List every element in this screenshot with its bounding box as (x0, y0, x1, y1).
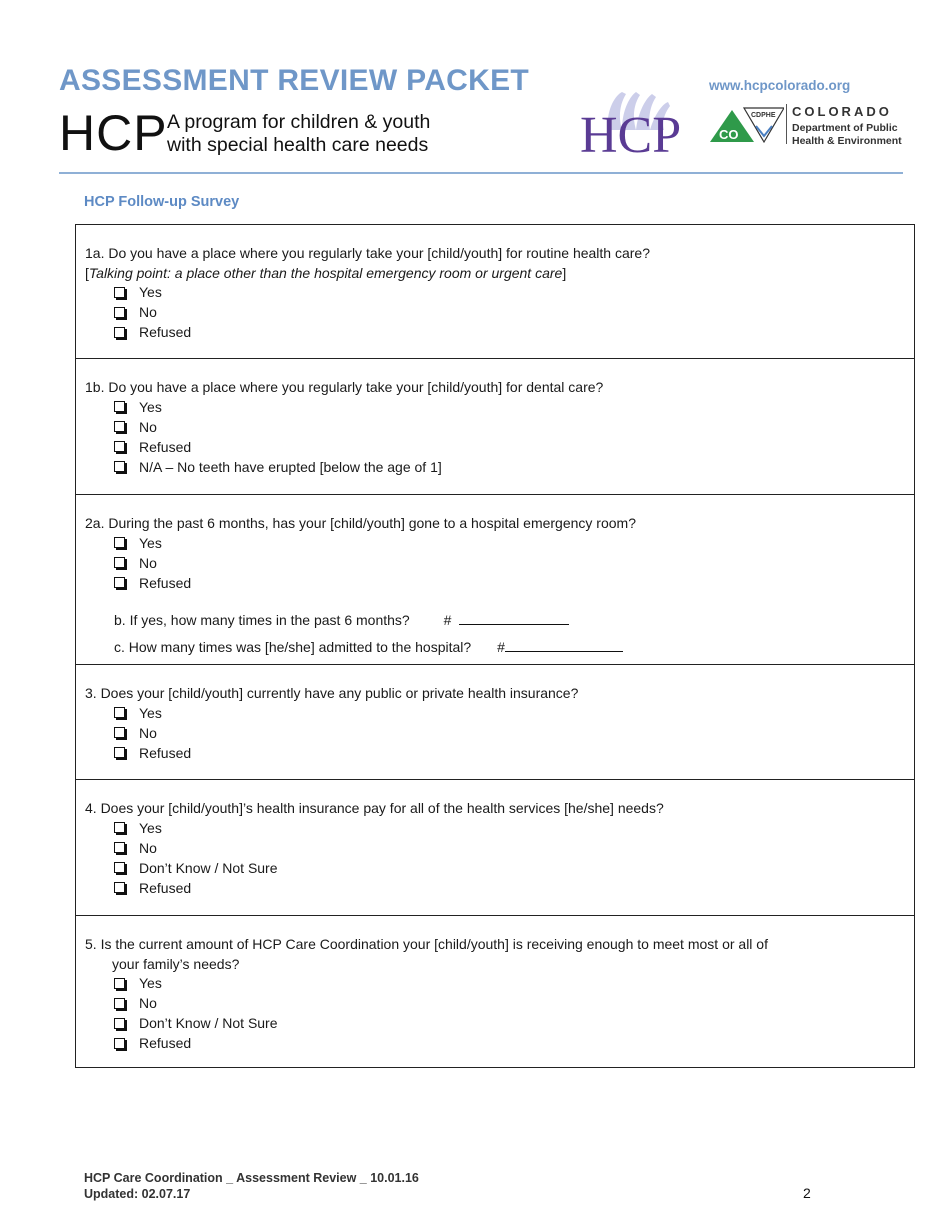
question-text-line-2: your family’s needs? (112, 955, 240, 972)
checkbox-icon[interactable] (114, 537, 125, 548)
checkbox-icon[interactable] (114, 577, 125, 588)
question-4 (76, 779, 914, 915)
question-note: [Talking point: a place other than the hospital emergency room or urgent care] (85, 264, 567, 281)
option-yes[interactable] (85, 819, 914, 839)
er-visits-blank[interactable] (459, 610, 569, 625)
department-line-2: Health & Environment (792, 134, 902, 147)
option-yes[interactable] (85, 398, 914, 418)
option-refused[interactable] (85, 879, 914, 899)
option-yes[interactable] (85, 534, 914, 554)
option-label: Refused (139, 574, 192, 591)
logo-divider (786, 104, 787, 144)
packet-title: ASSESSMENT REVIEW PACKET (59, 64, 530, 97)
question-text-line-1: 5. Is the current amount of HCP Care Coordination your [child/youth] is receiving enough to meet most or all of (85, 936, 768, 952)
option-refused[interactable] (85, 438, 914, 458)
checkbox-icon[interactable] (114, 707, 125, 718)
question-5 (76, 915, 914, 1067)
colorado-wordmark: COLORADO (792, 104, 892, 119)
question-2b (85, 610, 914, 629)
checkbox-icon[interactable] (114, 998, 125, 1009)
checkbox-icon[interactable] (114, 287, 125, 298)
question-2b-text: b. If yes, how many times in the past 6 months? (114, 611, 410, 628)
checkbox-icon[interactable] (114, 461, 125, 472)
options-list (85, 819, 914, 899)
checkbox-icon[interactable] (114, 441, 125, 452)
hcp-logo (578, 90, 698, 158)
option-label: Refused (139, 879, 192, 896)
survey-table (75, 224, 915, 1068)
option-label: Yes (139, 704, 162, 721)
hash-label: # (443, 611, 452, 628)
question-text (85, 935, 914, 974)
option-no[interactable] (85, 418, 914, 438)
option-yes[interactable] (85, 283, 914, 303)
option-refused[interactable] (85, 1034, 914, 1054)
question-2a (76, 494, 914, 664)
checkbox-icon[interactable] (114, 421, 125, 432)
question-text: 4. Does your [child/youth]’s health insurance pay for all of the health services [he/she] needs? (85, 800, 664, 816)
option-label: Yes (139, 534, 162, 551)
checkbox-icon[interactable] (114, 327, 125, 338)
question-2c (85, 637, 914, 656)
option-label: No (139, 418, 157, 435)
checkbox-icon[interactable] (114, 1018, 125, 1029)
checkbox-icon[interactable] (114, 307, 125, 318)
question-2c-text: c. How many times was [he/she] admitted to the hospital? (114, 638, 472, 655)
option-label: Refused (139, 438, 192, 455)
checkbox-icon[interactable] (114, 862, 125, 873)
checkbox-icon[interactable] (114, 401, 125, 412)
option-label: N/A – No teeth have erupted [below the age of 1] (139, 458, 442, 475)
department-line-1: Department of Public (792, 122, 898, 134)
option-na[interactable] (85, 458, 914, 478)
options-list (85, 398, 914, 478)
question-text: 3. Does your [child/youth] currently have any public or private health insurance? (85, 685, 579, 701)
hcp-wordmark: HCP (59, 105, 168, 161)
talking-point: Talking point: a place other than the hospital emergency room or urgent care (88, 264, 563, 281)
question-3 (76, 664, 914, 779)
tagline-line-2: with special health care needs (167, 134, 429, 156)
hcp-logo-text: HCP (580, 107, 682, 158)
header-rule (59, 172, 903, 174)
option-dont-know[interactable] (85, 1014, 914, 1034)
tagline-line-1: A program for children & youth (167, 111, 431, 133)
option-label: No (139, 554, 157, 571)
option-label: Refused (139, 744, 192, 761)
page-footer (84, 1170, 419, 1202)
option-no[interactable] (85, 839, 914, 859)
footer-line-1: HCP Care Coordination _ Assessment Review _ 10.01.16 (84, 1171, 419, 1185)
option-label: No (139, 724, 157, 741)
website-link[interactable]: www.hcpcolorado.org (709, 78, 851, 93)
option-label: Don’t Know / Not Sure (139, 1015, 278, 1032)
checkbox-icon[interactable] (114, 822, 125, 833)
option-label: Yes (139, 284, 162, 301)
footer-line-2: Updated: 02.07.17 (84, 1187, 191, 1201)
option-refused[interactable] (85, 323, 914, 343)
checkbox-icon[interactable] (114, 1038, 125, 1049)
question-text: 2a. During the past 6 months, has your [child/youth] gone to a hospital emergency room? (85, 515, 636, 531)
options-list (85, 704, 914, 764)
page-number: 2 (803, 1185, 811, 1201)
options-list (85, 974, 914, 1054)
option-label: Refused (139, 324, 192, 341)
option-refused[interactable] (85, 574, 914, 594)
option-no[interactable] (85, 724, 914, 744)
question-1b (76, 358, 914, 494)
options-list (85, 283, 914, 343)
option-label: No (139, 839, 157, 856)
question-1a (76, 225, 914, 358)
checkbox-icon[interactable] (114, 882, 125, 893)
program-tagline (167, 111, 430, 157)
cdphe-logo-text: CDPHE (751, 112, 776, 119)
colorado-co-logo (708, 104, 784, 144)
option-label: Yes (139, 975, 162, 992)
option-label: Yes (139, 819, 162, 836)
question-text: 1b. Do you have a place where you regularly take your [child/youth] for dental care? (85, 379, 604, 395)
checkbox-icon[interactable] (114, 978, 125, 989)
option-label: No (139, 995, 157, 1012)
survey-title: HCP Follow-up Survey (84, 194, 240, 210)
checkbox-icon[interactable] (114, 842, 125, 853)
hash-label: # (497, 638, 505, 655)
option-label: Refused (139, 1035, 192, 1052)
option-yes[interactable] (85, 704, 914, 724)
co-logo-text: CO (719, 127, 739, 142)
question-text: 1a. Do you have a place where you regularly take your [child/youth] for routine health care? (85, 245, 650, 261)
checkbox-icon[interactable] (114, 557, 125, 568)
checkbox-icon[interactable] (114, 747, 125, 758)
option-dont-know[interactable] (85, 859, 914, 879)
admissions-blank[interactable] (505, 637, 623, 652)
option-label: Don’t Know / Not Sure (139, 859, 278, 876)
option-no[interactable] (85, 554, 914, 574)
option-label: No (139, 304, 157, 321)
option-label: Yes (139, 398, 162, 415)
options-list (85, 534, 914, 594)
option-no[interactable] (85, 303, 914, 323)
option-refused[interactable] (85, 744, 914, 764)
option-yes[interactable] (85, 974, 914, 994)
option-no[interactable] (85, 994, 914, 1014)
checkbox-icon[interactable] (114, 727, 125, 738)
department-name (792, 122, 902, 147)
